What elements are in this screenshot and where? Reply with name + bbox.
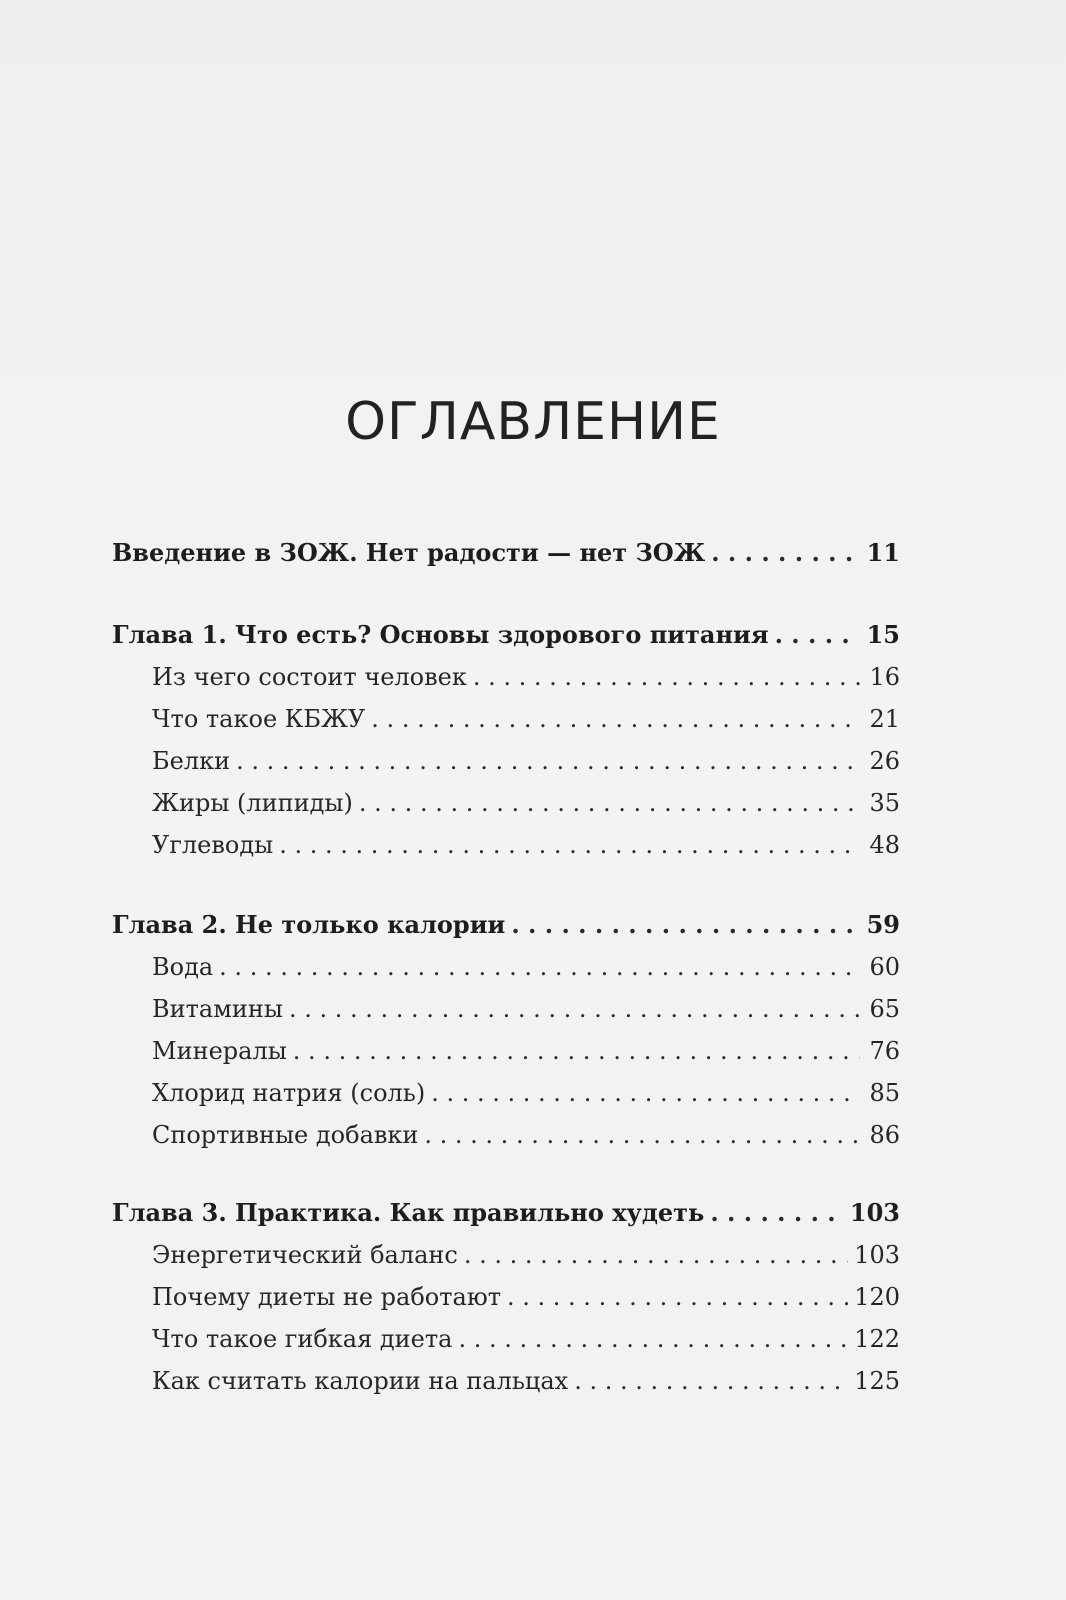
toc-entry-label: Углеводы (152, 831, 274, 859)
toc-entry-page: 15 (866, 620, 900, 649)
toc-entry (112, 908, 900, 942)
toc-entry-page: 76 (869, 1037, 900, 1065)
toc-entry-page: 65 (869, 995, 900, 1023)
toc-entry-page: 26 (869, 747, 900, 775)
toc-entry-page: 16 (869, 663, 900, 691)
toc-entry (112, 618, 900, 652)
toc-leader-dots (458, 1322, 848, 1356)
toc-entry-page: 48 (869, 831, 900, 859)
toc-leader-dots (574, 1364, 848, 1398)
toc-entry-page: 125 (854, 1367, 900, 1395)
toc-entry (152, 1034, 900, 1068)
toc-entry (152, 950, 900, 984)
toc-entry (152, 1118, 900, 1152)
toc-entry-label: Минералы (152, 1037, 287, 1065)
toc-entry (152, 1364, 900, 1398)
toc-entry-label: Спортивные добавки (152, 1121, 419, 1149)
toc-entry (152, 828, 900, 862)
toc-leader-dots (711, 536, 860, 570)
toc-leader-dots (775, 618, 860, 652)
toc-entry-page: 11 (866, 538, 900, 567)
toc-leader-dots (710, 1196, 844, 1230)
toc-entry-page: 86 (869, 1121, 900, 1149)
toc-entry-page: 60 (869, 953, 900, 981)
toc-entry-page: 120 (854, 1283, 900, 1311)
toc-entry (152, 992, 900, 1026)
toc-entry (152, 1322, 900, 1356)
toc-entry-label: Белки (152, 747, 231, 775)
toc-leader-dots (219, 950, 860, 984)
toc-leader-dots (431, 1076, 860, 1110)
toc-entry-page: 85 (869, 1079, 900, 1107)
toc-leader-dots (371, 702, 860, 736)
toc-entry (152, 702, 900, 736)
toc-entry-label: Вода (152, 953, 214, 981)
toc-entry-page: 103 (849, 1198, 900, 1227)
toc-entry (112, 1196, 900, 1230)
toc-entry (152, 744, 900, 778)
toc-entry-label: Из чего состоит человек (152, 663, 467, 691)
toc-leader-dots (359, 786, 860, 820)
toc-entry-label: Как считать калории на пальцах (152, 1367, 569, 1395)
toc-leader-dots (464, 1238, 848, 1272)
toc-entry-label: Что такое гибкая диета (152, 1325, 453, 1353)
toc-entry-page: 122 (854, 1325, 900, 1353)
toc-leader-dots (236, 744, 860, 778)
toc-leader-dots (289, 992, 860, 1026)
toc-entry-label: Введение в ЗОЖ. Нет радости — нет ЗОЖ (112, 538, 706, 567)
toc-entry (152, 660, 900, 694)
toc-entry-page: 103 (854, 1241, 900, 1269)
toc-entry-page: 35 (869, 789, 900, 817)
toc-entry (152, 1280, 900, 1314)
toc-entry-label: Глава 2. Не только калории (112, 910, 506, 939)
toc-entry-label: Витамины (152, 995, 283, 1023)
toc-leader-dots (424, 1118, 860, 1152)
page-title: ОГЛАВЛЕНИЕ (345, 392, 721, 452)
toc-leader-dots (279, 828, 860, 862)
toc-entry-label: Жиры (липиды) (152, 789, 353, 817)
toc-entry-label: Почему диеты не работают (152, 1283, 502, 1311)
toc-entry-label: Что такое КБЖУ (152, 705, 366, 733)
toc-entry-label: Хлорид натрия (соль) (152, 1079, 426, 1107)
toc-entry-page: 59 (866, 910, 900, 939)
toc-entry (112, 536, 900, 570)
toc-entry (152, 1076, 900, 1110)
toc-entry-label: Глава 1. Что есть? Основы здорового питания (112, 620, 769, 649)
toc-entry-label: Энергетический баланс (152, 1241, 458, 1269)
toc-leader-dots (473, 660, 860, 694)
toc-leader-dots (511, 908, 860, 942)
toc-leader-dots (293, 1034, 860, 1068)
toc-entry-label: Глава 3. Практика. Как правильно худеть (112, 1198, 705, 1227)
toc-entry (152, 1238, 900, 1272)
toc-entry-page: 21 (869, 705, 900, 733)
toc-leader-dots (507, 1280, 848, 1314)
toc-entry (152, 786, 900, 820)
